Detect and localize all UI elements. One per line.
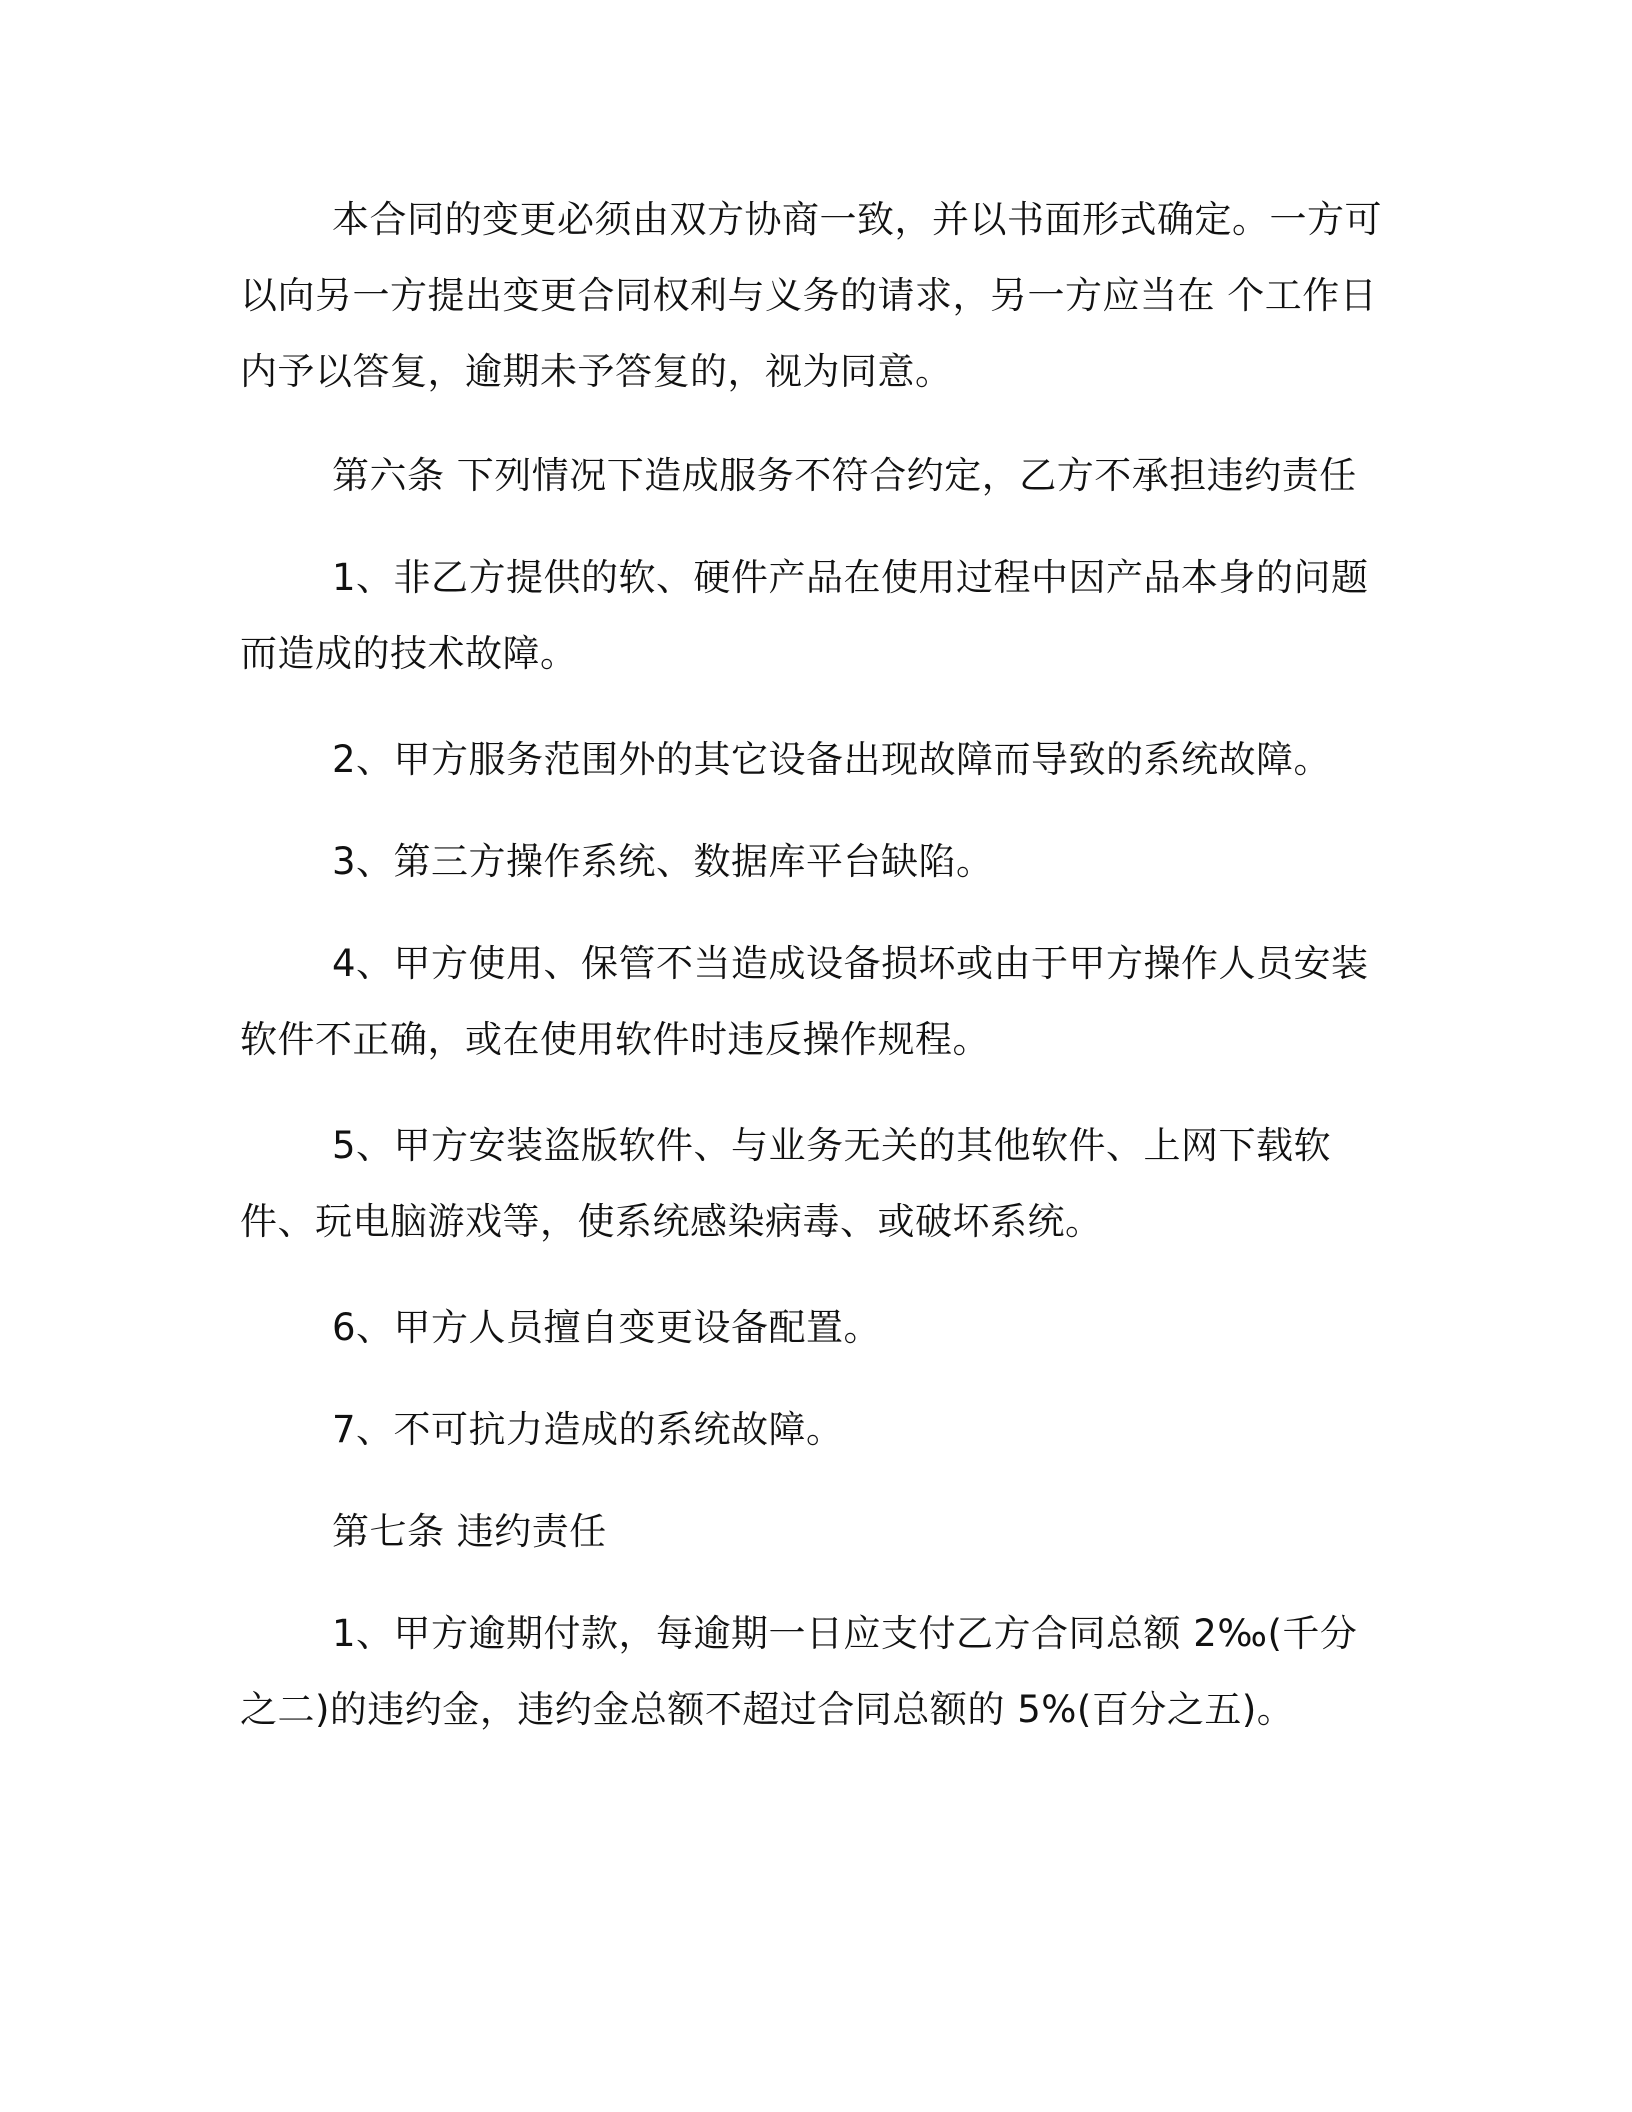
paragraph-item-3: 3、第三方操作系统、数据库平台缺陷。: [332, 840, 994, 883]
paragraph-article-seven-heading: 第七条 违约责任: [332, 1510, 607, 1553]
paragraph-item-5: 5、甲方安装盗版软件、与业务无关的其他软件、上网下载软件、玩电脑游戏等，使系统感染病毒、或破坏系统。: [240, 1124, 1332, 1243]
paragraph-contract-change: 本合同的变更必须由双方协商一致，并以书面形式确定。一方可以向另一方提出变更合同权利与义务的请求，另一方应当在 个工作日内予以答复，逾期未予答复的，视为同意。: [240, 198, 1382, 393]
paragraph-article-six-heading: 第六条 下列情况下造成服务不符合约定，乙方不承担违约责任: [332, 454, 1357, 497]
paragraph-item-6: 6、甲方人员擅自变更设备配置。: [332, 1306, 882, 1349]
paragraph-item-2: 2、甲方服务范围外的其它设备出现故障而导致的系统故障。: [332, 738, 1332, 781]
paragraph-item-4: 4、甲方使用、保管不当造成设备损坏或由于甲方操作人员安装软件不正确，或在使用软件时违反操作规程。: [240, 942, 1369, 1061]
paragraph-liability-item-1: 1、甲方逾期付款，每逾期一日应支付乙方合同总额 2‰(千分之二)的违约金，违约金总额不超过合同总额的 5%(百分之五)。: [240, 1612, 1358, 1731]
paragraph-item-1: 1、非乙方提供的软、硬件产品在使用过程中因产品本身的问题而造成的技术故障。: [240, 556, 1369, 675]
paragraph-item-7: 7、不可抗力造成的系统故障。: [332, 1408, 844, 1451]
